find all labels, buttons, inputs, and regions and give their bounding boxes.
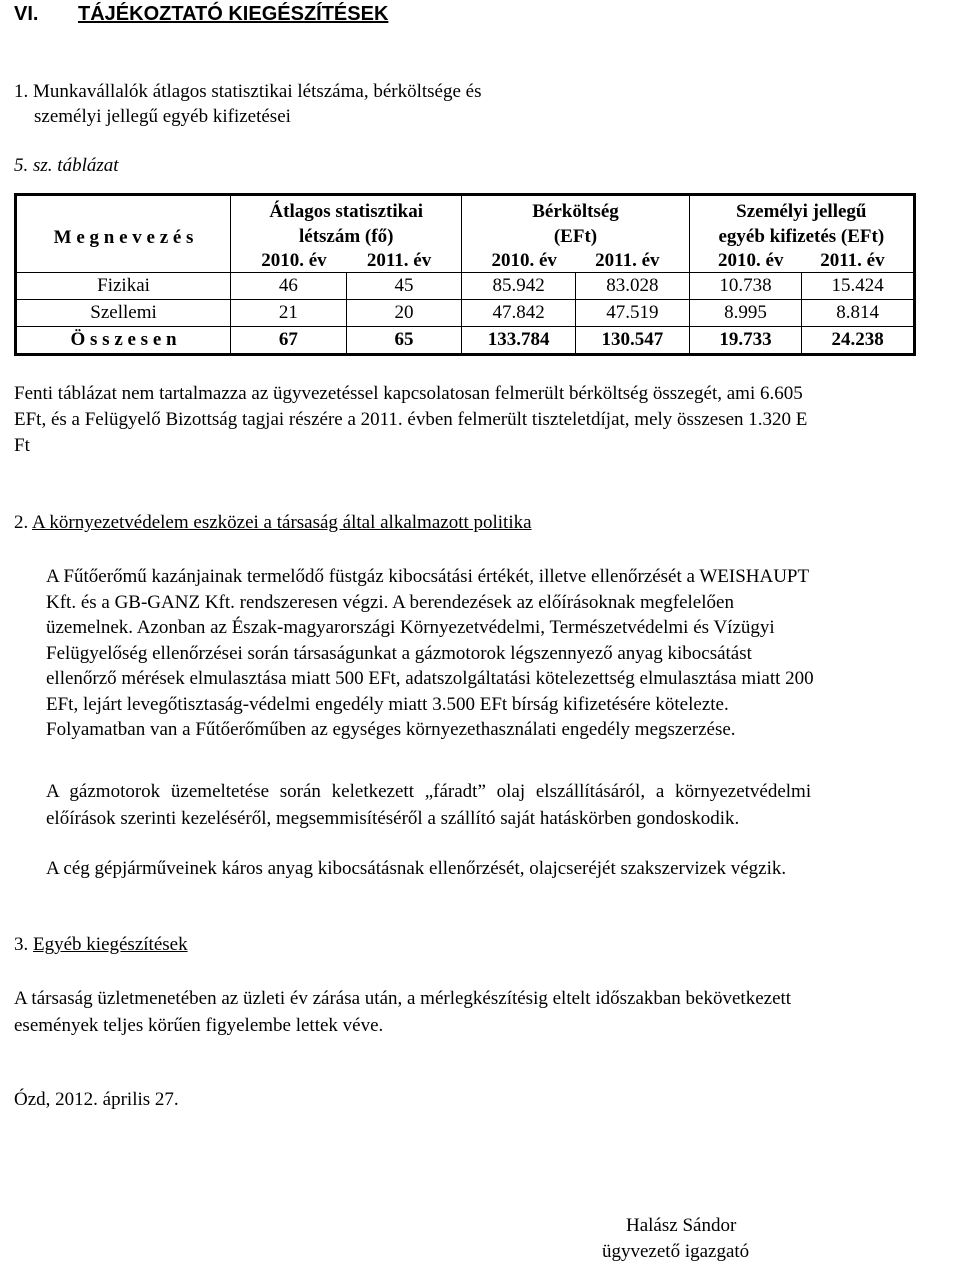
note-line3: Ft	[14, 435, 30, 456]
header-wages-line2: (EFt)	[553, 226, 598, 247]
signer-title: ügyvezető igazgató	[602, 1241, 750, 1262]
cell: 15.424	[802, 272, 915, 299]
cell: 47.519	[576, 299, 690, 326]
item1-title-line1: 1. Munkavállalók átlagos statisztikai létszáma, bérköltsége és	[14, 81, 482, 102]
p1-line: Folyamatban van a Fűtőerőműben az egységes környezethasználati engedély megszerzése.	[46, 719, 736, 740]
item2-paragraph3: A cég gépjárműveinek káros anyag kibocsátásnak ellenőrzését, olajcseréjét szakszervizek végzik.	[46, 858, 787, 879]
header-other-payments	[689, 195, 914, 250]
p1-line: A Fűtőerőmű kazánjainak termelődő füstgáz kibocsátási értékét, illetve ellenőrzését a WEISHAUPT	[46, 566, 810, 587]
cell: 130.547	[576, 326, 690, 354]
row-label: Ö s s z e s e n	[16, 326, 231, 354]
cell: 133.784	[462, 326, 576, 354]
cell: 10.738	[689, 272, 802, 299]
headcount-years	[231, 249, 462, 272]
table-row	[16, 299, 915, 326]
cell: 67	[231, 326, 347, 354]
p1-line: Kft. és a GB-GANZ Kft. rendszeresen végzi. A berendezések az előírásoknak megfelelően	[46, 591, 734, 613]
year-2010: 2010. év	[491, 250, 557, 271]
cell: 45	[346, 272, 462, 299]
item1-title-line2: személyi jellegű egyéb kifizetései	[34, 106, 291, 127]
section-title: TÁJÉKOZTATÓ KIEGÉSZÍTÉSEK	[78, 3, 389, 25]
p1-line: ellenőrző mérések elmulasztása miatt 500 EFt, adatszolgáltatási kötelezettség elmulasztása miatt 200	[46, 668, 814, 689]
header-other-line2: egyéb kifizetés (EFt)	[718, 226, 885, 247]
table-caption: 5. sz. táblázat	[14, 155, 119, 176]
header-name: M e g n e v e z é s	[16, 195, 231, 273]
table-note	[14, 381, 807, 459]
statistics-table	[14, 193, 916, 356]
year-2011: 2011. év	[366, 250, 432, 271]
signer-name: Halász Sándor	[626, 1215, 737, 1236]
year-2010: 2010. év	[718, 250, 784, 271]
cell: 46	[231, 272, 347, 299]
cell: 65	[346, 326, 462, 354]
year-2010: 2010. év	[261, 250, 327, 271]
cell: 47.842	[462, 299, 576, 326]
item1-title	[14, 79, 481, 129]
cell: 8.995	[689, 299, 802, 326]
item3-heading	[14, 934, 188, 956]
header-headcount-line2: létszám (fő)	[298, 226, 394, 247]
item3-paragraph	[14, 985, 791, 1039]
year-2011: 2011. év	[820, 250, 885, 271]
header-headcount	[231, 195, 462, 250]
p1-line: üzemelnek. Azonban az Észak-magyarországi Környezetvédelmi, Természetvédelmi és Vízügyi	[46, 617, 775, 638]
header-wages	[462, 195, 689, 250]
note-line2: EFt, és a Felügyelő Bizottság tagjai részére a 2011. évben felmerült tiszteletdíjat, mely összesen 1.320 E	[14, 409, 808, 430]
item3-number: 3.	[14, 934, 29, 955]
item2-paragraph1	[46, 564, 944, 743]
p2-line: előírások szerinti kezeléséről, megsemmisítéséről a szállító saját hatáskörben gondoskodik.	[46, 808, 740, 829]
note-line1: Fenti táblázat nem tartalmazza az ügyvezetéssel kapcsolatosan felmerült bérköltség összegét, ami 6.605	[14, 383, 803, 404]
header-wages-line1: Bérköltség	[532, 201, 619, 222]
section-number: VI.	[14, 3, 39, 25]
item2-number: 2.	[14, 512, 29, 533]
row-label: Fizikai	[16, 272, 231, 299]
item3-title: Egyéb kiegészítések	[33, 934, 188, 955]
cell: 8.814	[802, 299, 915, 326]
p-line: események teljes körűen figyelembe lettek véve.	[14, 1015, 384, 1036]
table-row	[16, 272, 915, 299]
item2-paragraph2	[46, 778, 944, 832]
p1-line: Felügyelőség ellenőrzései során társaságunkat a gázmotorok légszennyező anyag kibocsátást	[46, 642, 752, 664]
p1-line: EFt, lejárt levegőtisztaság-védelmi engedély miatt 3.500 EFt bírság kifizetésére kötelezte.	[46, 693, 729, 715]
cell: 85.942	[462, 272, 576, 299]
year-2011: 2011. év	[595, 250, 660, 271]
cell: 20	[346, 299, 462, 326]
header-other-line1: Személyi jellegű	[736, 201, 867, 222]
p2-line: A gázmotorok üzemeltetése során keletkezett „fáradt” olaj elszállításáról, a környezetvédelmi	[46, 781, 812, 802]
cell: 21	[231, 299, 347, 326]
cell: 83.028	[576, 272, 690, 299]
cell: 19.733	[689, 326, 802, 354]
place-date: Ózd, 2012. április 27.	[14, 1089, 179, 1110]
row-label: Szellemi	[16, 299, 231, 326]
item2-title: A környezetvédelem eszközei a társaság által alkalmazott politika	[31, 512, 532, 533]
wages-years	[462, 249, 689, 272]
item2-heading	[14, 512, 532, 534]
header-headcount-line1: Átlagos statisztikai	[269, 201, 423, 222]
table-row-total	[16, 326, 915, 354]
p-line: A társaság üzletmenetében az üzleti év zárása után, a mérlegkészítésig eltelt időszakban bekövetkezett	[14, 988, 792, 1009]
cell: 24.238	[802, 326, 915, 354]
other-years	[689, 249, 914, 272]
